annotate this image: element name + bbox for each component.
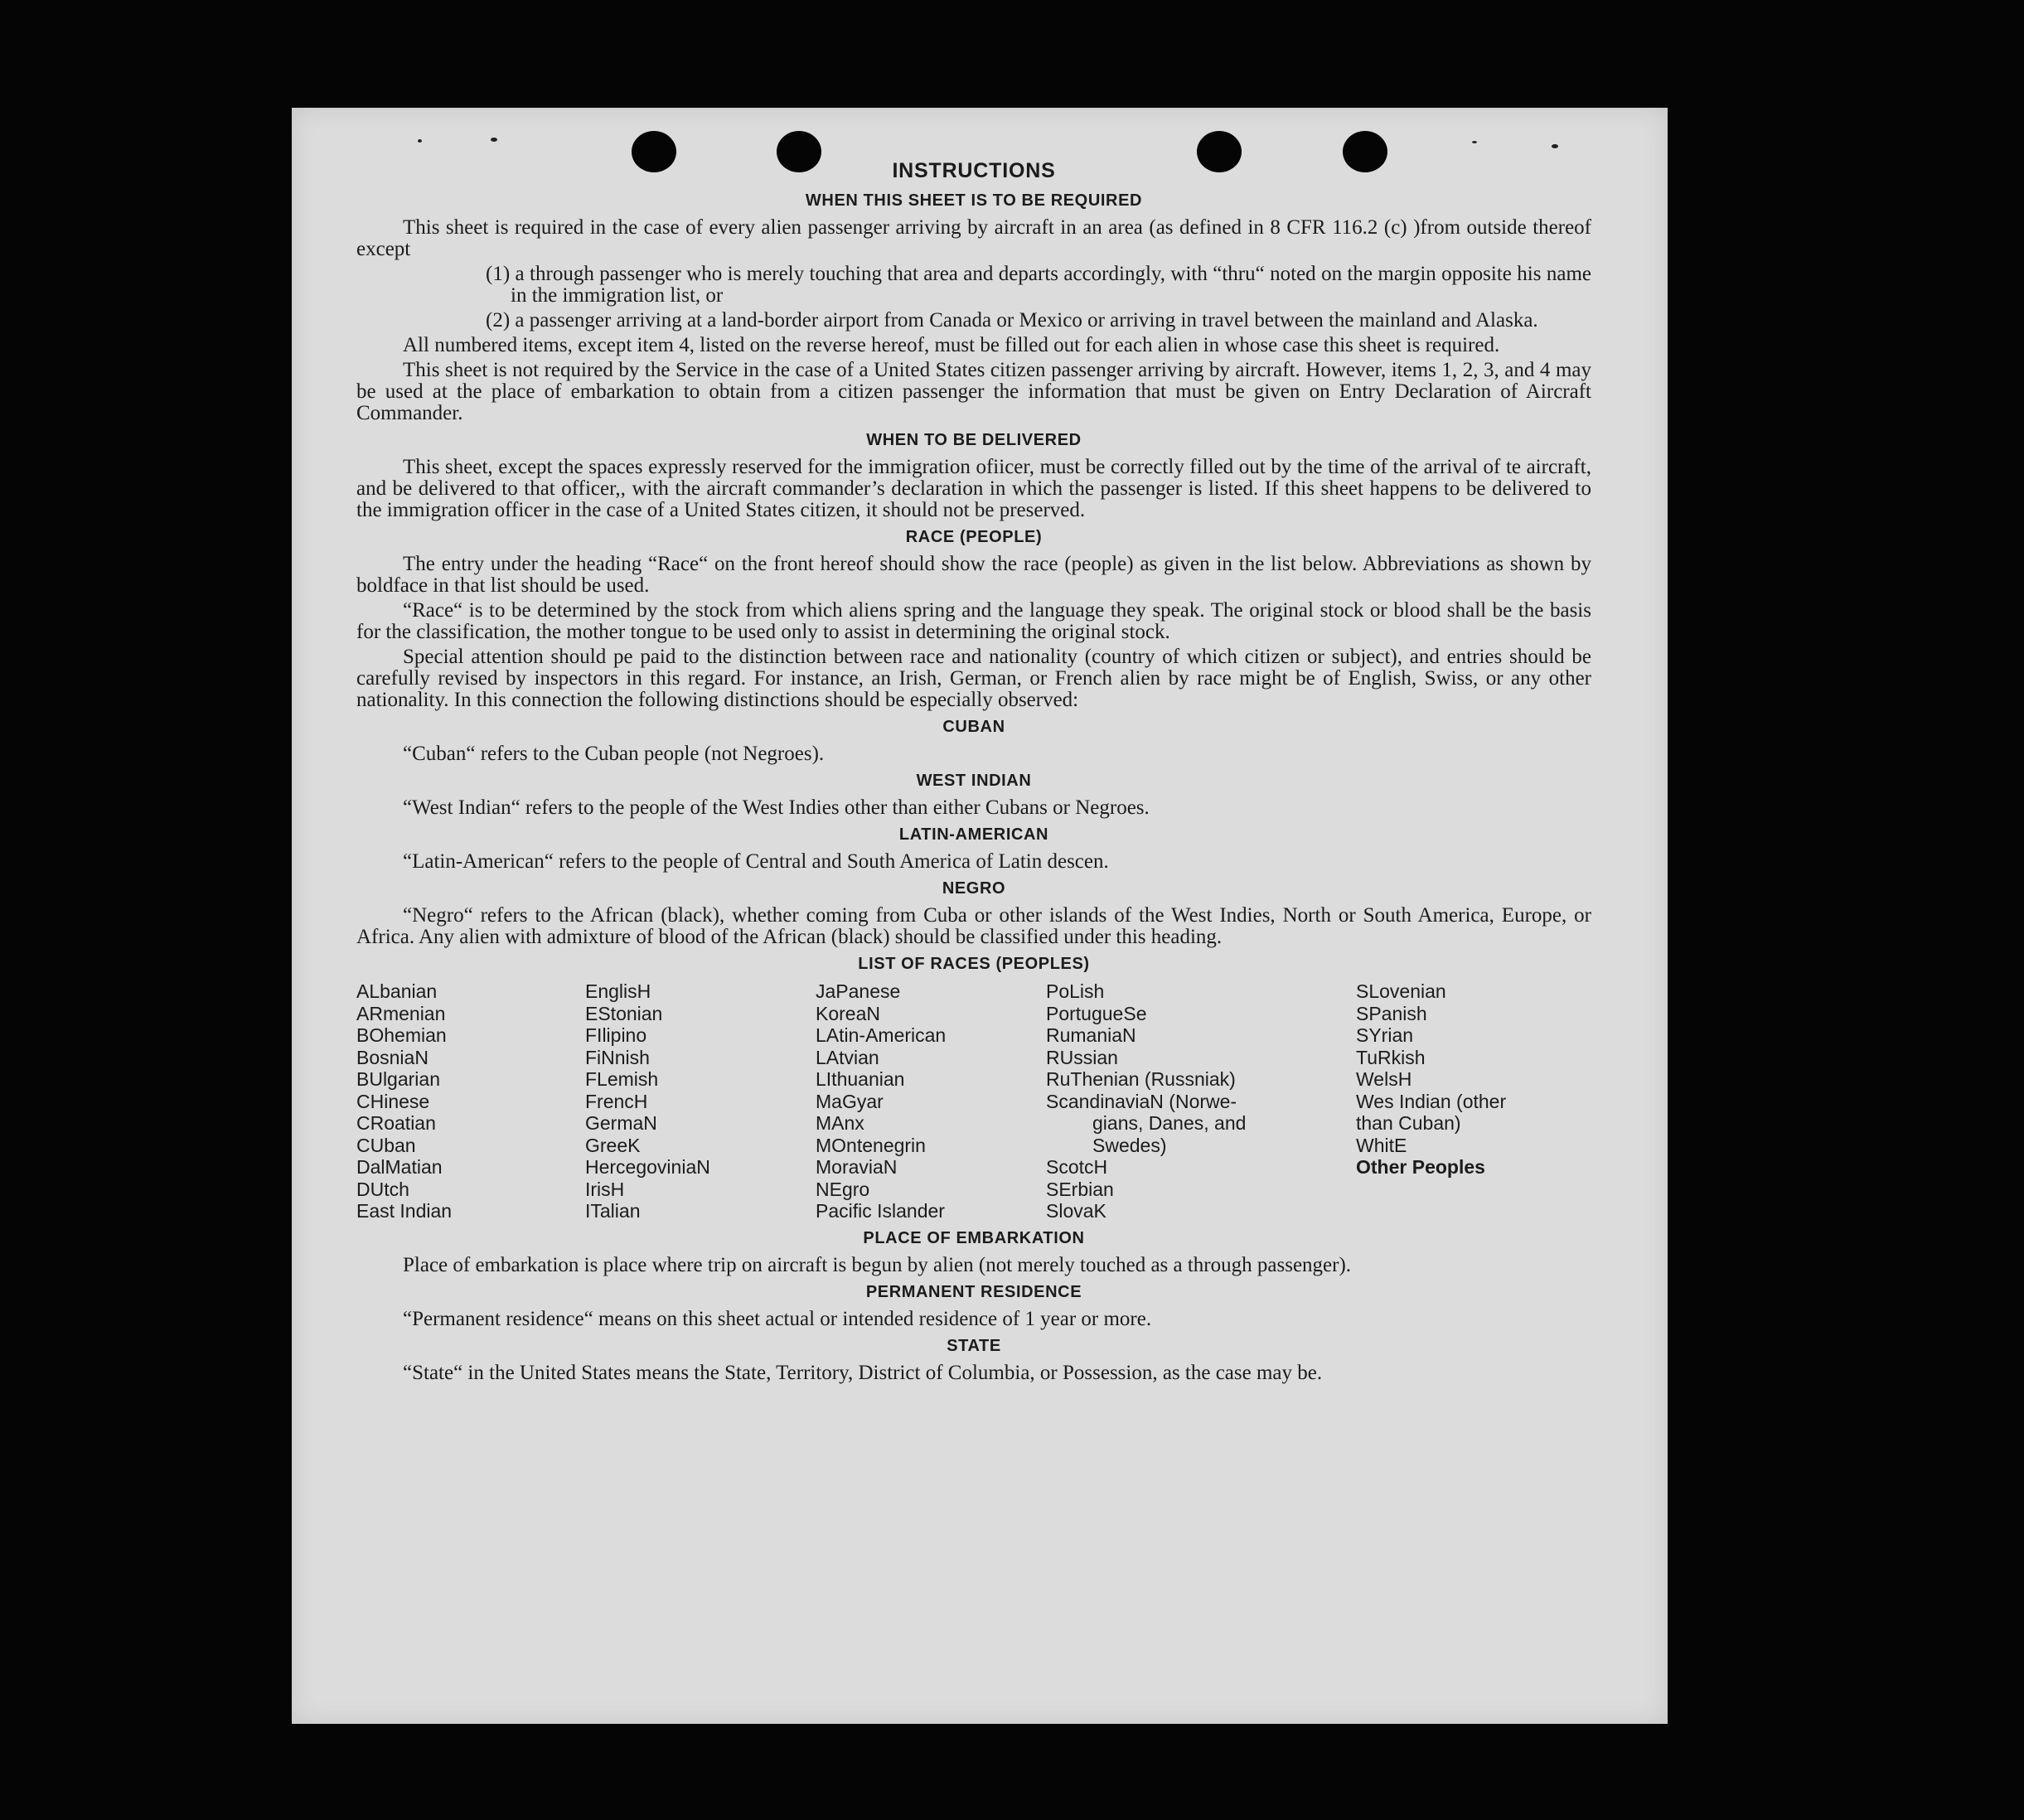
race-entry: East Indian — [356, 1200, 453, 1222]
race-entry: ALbanian — [356, 980, 438, 1002]
race-entry: MAnx — [816, 1112, 864, 1134]
section-heading: CUBAN — [942, 718, 1005, 736]
section-heading: NEGRO — [942, 879, 1006, 898]
race-entry: HercegoviniaN — [585, 1156, 710, 1178]
section-heading: PLACE OF EMBARKATION — [863, 1228, 1085, 1247]
race-entry: KoreaN — [816, 1002, 880, 1024]
race-entry: Wes Indian (other — [1356, 1090, 1507, 1112]
race-entry: LIthuanian — [816, 1068, 905, 1090]
race-entry: WelsH — [1356, 1068, 1412, 1090]
race-entry: FiNnish — [585, 1046, 650, 1068]
race-entry: TuRkish — [1356, 1046, 1426, 1068]
race-entry: DUtch — [356, 1178, 409, 1200]
race-entry: ARmenian — [356, 1002, 446, 1024]
race-entry: Pacific Islander — [816, 1200, 945, 1222]
paragraph: Special attention should pe paid to the distinction between race and nationality (country of which citizen or subject), and entries should be carefully revised by inspectors in this regard. For instance, an Irish, German, or French alien by race might be of English, Swiss, or any other nationality. In this connection the following distinctions should be especially observed: — [356, 646, 1591, 711]
race-entry: FrencH — [585, 1090, 648, 1112]
instructions-content — [356, 159, 1591, 1387]
race-entry: MaGyar — [816, 1090, 884, 1112]
race-entry: RUssian — [1046, 1046, 1118, 1068]
section-heading: WEST INDIAN — [916, 772, 1032, 790]
race-entry: PoLish — [1046, 980, 1105, 1002]
document-sheet — [292, 108, 1668, 1724]
race-entry: BOhemian — [356, 1024, 447, 1046]
race-entry: SlovaK — [1046, 1200, 1106, 1222]
paragraph: “Cuban“ refers to the Cuban people (not Negroes). — [403, 743, 825, 765]
race-entry: RuThenian (Russniak) — [1046, 1068, 1236, 1090]
race-entry: BUlgarian — [356, 1068, 440, 1090]
paragraph: “West Indian“ refers to the people of the West Indies other than either Cubans or Negroes. — [403, 796, 1150, 819]
list-item: (1) a through passenger who is merely touching that area and departs accordingly, with “thru“ noted on the margin opposite his name in the immigration list, or — [486, 263, 1591, 307]
races-column — [816, 980, 1046, 1222]
page-title: INSTRUCTIONS — [892, 159, 1056, 182]
race-entry-continuation: gians, Danes, and — [1092, 1112, 1247, 1134]
race-entry: PortugueSe — [1046, 1002, 1147, 1024]
race-entry: MOntenegrin — [816, 1134, 926, 1156]
race-entry: ITalian — [585, 1200, 641, 1222]
race-entry: JaPanese — [816, 980, 901, 1002]
race-entry: IrisH — [585, 1178, 625, 1200]
paragraph: “Race“ is to be determined by the stock from which aliens spring and the language they speak. The original stock or blood shall be the basis for the classification, the mother tongue to be used only to assist in determining the original stock. — [356, 599, 1591, 643]
paper-speck — [1472, 141, 1477, 143]
race-entry: WhitE — [1356, 1134, 1407, 1156]
race-entry: SYrian — [1356, 1024, 1414, 1046]
section-heading: WHEN THIS SHEET IS TO BE REQUIRED — [805, 191, 1143, 210]
paper-speck — [1552, 144, 1558, 148]
paragraph: This sheet is required in the case of every alien passenger arriving by aircraft in an area (as defined in 8 CFR 116.2 (c) )from outside thereof except — [356, 216, 1591, 260]
paragraph: This sheet is not required by the Service in the case of a United States citizen passenger arriving by aircraft. However, items 1, 2, 3, and 4 may be used at the place of embarkation to obtain from a citizen passenger the information that must be given on Entry Declaration of Aircraft Commander. — [356, 359, 1591, 424]
paragraph: The entry under the heading “Race“ on the front hereof should show the race (people) as given in the list below. Abbreviations as shown by boldface in that list should be used. — [356, 553, 1591, 597]
race-entry: SErbian — [1046, 1178, 1114, 1200]
paragraph: “Negro“ refers to the African (black), whether coming from Cuba or other islands of the West Indies, North or South America, Europe, or Africa. Any alien with admixture of blood of the African (black) should be classified under this heading. — [356, 904, 1591, 948]
paragraph: Place of embarkation is place where trip on aircraft is begun by alien (not merely touched as a through passenger). — [403, 1253, 1352, 1276]
races-column — [356, 980, 585, 1222]
race-entry: ScandinaviaN (Norwe- — [1046, 1090, 1237, 1112]
paragraph: All numbered items, except item 4, listed on the reverse hereof, must be filled out for each alien in whose case this sheet is required. — [403, 334, 1500, 356]
section-heading: WHEN TO BE DELIVERED — [866, 431, 1082, 449]
race-entry-continuation: than Cuban) — [1356, 1112, 1461, 1134]
races-list — [356, 980, 1591, 1222]
race-entry: NEgro — [816, 1178, 870, 1200]
race-entry: SLovenian — [1356, 980, 1446, 1002]
race-entry: ScotcH — [1046, 1156, 1108, 1178]
race-entry-continuation: Swedes) — [1092, 1134, 1167, 1156]
list-item: (2) a passenger arriving at a land-border airport from Canada or Mexico or arriving in travel between the mainland and Alaska. — [486, 309, 1538, 332]
race-entry: EnglisH — [585, 980, 651, 1002]
paragraph: This sheet, except the spaces expressly reserved for the immigration ofiicer, must be correctly filled out by the time of the arrival of te aircraft, and be delivered to that officer,, with the aircraft commander’s declaration in which the passenger is listed. If this sheet happens to be delivered to the immigration officer in the case of a United States citizen, it should not be preserved. — [356, 456, 1591, 521]
races-column — [585, 980, 816, 1222]
races-heading: LIST OF RACES (PEOPLES) — [858, 955, 1090, 973]
paragraph: “State“ in the United States means the State, Territory, District of Columbia, or Possession, as the case may be. — [403, 1361, 1323, 1384]
race-entry: EStonian — [585, 1002, 663, 1024]
race-entry: FLemish — [585, 1068, 659, 1090]
section-heading: PERMANENT RESIDENCE — [865, 1282, 1082, 1301]
race-entry: RumaniaN — [1046, 1024, 1136, 1046]
paragraph: “Latin-American“ refers to the people of Central and South America of Latin descen. — [403, 850, 1109, 873]
race-entry: LAtin-American — [816, 1024, 947, 1046]
race-entry: Other Peoples — [1356, 1156, 1485, 1178]
race-entry: BosniaN — [356, 1046, 429, 1068]
paper-speck — [491, 138, 497, 142]
races-column — [1046, 980, 1356, 1222]
race-entry: MoraviaN — [816, 1156, 898, 1178]
paper-speck — [418, 139, 422, 143]
section-heading: STATE — [947, 1336, 1001, 1355]
race-entry: LAtvian — [816, 1046, 879, 1068]
races-column — [1356, 980, 1591, 1222]
race-entry: GermaN — [585, 1112, 657, 1134]
section-heading: LATIN-AMERICAN — [898, 825, 1049, 844]
race-entry: CUban — [356, 1134, 416, 1156]
race-entry: FIlipino — [585, 1024, 647, 1046]
race-entry: SPanish — [1356, 1002, 1427, 1024]
race-entry: DalMatian — [356, 1156, 443, 1178]
race-entry: CHinese — [356, 1090, 430, 1112]
section-heading: RACE (PEOPLE) — [905, 528, 1043, 546]
race-entry: GreeK — [585, 1134, 641, 1156]
paragraph: “Permanent residence“ means on this sheet actual or intended residence of 1 year or more. — [403, 1307, 1152, 1330]
race-entry: CRoatian — [356, 1112, 436, 1134]
